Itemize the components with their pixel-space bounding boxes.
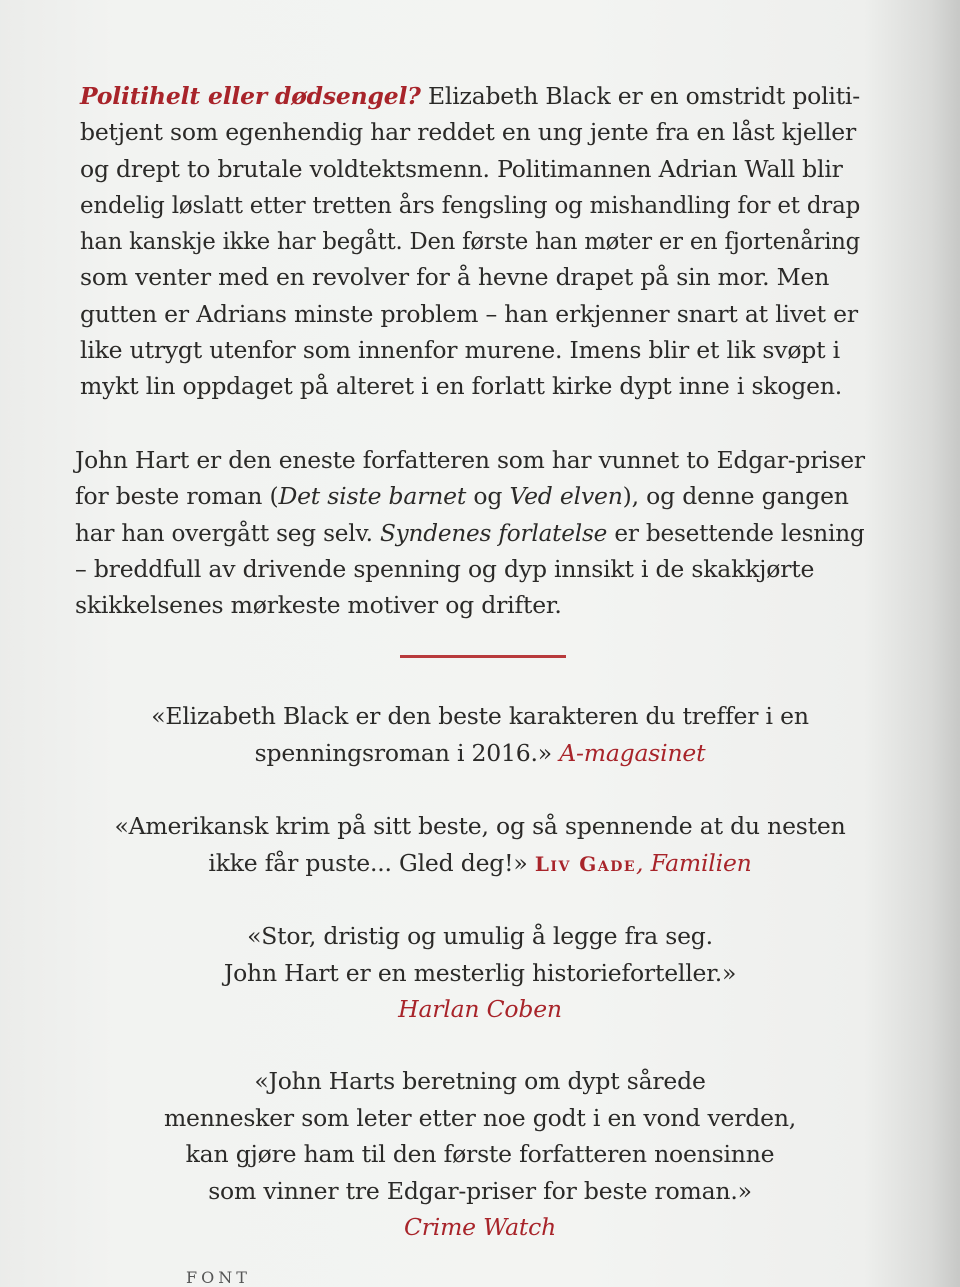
publisher-logo: FONT	[186, 1268, 251, 1287]
synopsis-paragraph	[80, 78, 860, 405]
synopsis-line-8: like utrygt utenfor som innenfor murene. Imens blir et lik svøpt i	[80, 336, 840, 365]
quote-source-name: Liv Gade	[534, 851, 637, 876]
author-line-2: for beste roman (Det siste barnet og Ved elven), og denne gangen	[75, 482, 849, 511]
author-line-3: har han overgått seg selv. Syndenes forlatelse er besettende lesning	[75, 518, 865, 547]
quote-source: A-magasinet	[559, 738, 706, 767]
synopsis-line-1: Politihelt eller dødsengel? Elizabeth Black er en omstridt politi-	[80, 82, 860, 110]
review-quote-1: «Elizabeth Black er den beste karakteren du treffer i en spenningsroman i 2016.» A-magasinet	[151, 702, 809, 767]
synopsis-line-5: han kanskje ikke har begått. Den første han møter er en fjortenåring	[80, 227, 861, 256]
book-title: Ved elven	[509, 482, 623, 511]
book-title: Syndenes forlatelse	[379, 518, 608, 547]
review-quote-3: «Stor, dristig og umulig å legge fra seg. John Hart er en mesterlig historieforteller.» Harlan Coben	[60, 918, 900, 1028]
synopsis-line-6: som venter med en revolver for å hevne drapet på sin mor. Men	[80, 263, 830, 292]
divider-line	[400, 655, 566, 658]
synopsis-lead: Politihelt eller dødsengel?	[80, 82, 421, 110]
review-quote-4: «John Harts beretning om dypt sårede mennesker som leter etter noe godt i en vond verden, kan gjøre ham til den første forfatteren noensinne som vinner tre Edgar-priser for beste roman.» Crime Watch	[60, 1063, 900, 1246]
quote-source: , Familien	[636, 848, 752, 877]
book-title: Det siste barnet	[278, 482, 467, 511]
synopsis-line-2: betjent som egenhendig har reddet en ung jente fra en låst kjeller	[80, 118, 857, 147]
synopsis-line-9: mykt lin oppdaget på alteret i en forlatt kirke dypt inne i skogen.	[80, 372, 843, 401]
synopsis-line-3: og drept to brutale voldtektsmenn. Politimannen Adrian Wall blir	[80, 154, 843, 183]
quote-source: Harlan Coben	[398, 995, 562, 1023]
quote-source: Crime Watch	[403, 1213, 557, 1241]
author-line-1: John Hart er den eneste forfatteren som har vunnet to Edgar-priser	[75, 446, 865, 474]
synopsis-line-4: endelig løslatt etter tretten års fengsling og mishandling for et drap	[80, 190, 861, 219]
author-line-4: – breddfull av drivende spenning og dyp innsikt i de skakkjørte	[75, 554, 815, 583]
author-paragraph	[75, 442, 865, 623]
synopsis-line-7: gutten er Adrians minste problem – han erkjenner snart at livet er	[80, 299, 858, 328]
author-line-5: skikkelsenes mørkeste motiver og drifter.	[75, 591, 562, 620]
review-quote-2: «Amerikansk krim på sitt beste, og så spennende at du nesten ikke får puste... Gled deg!» Liv Gade, Familien	[114, 812, 846, 877]
